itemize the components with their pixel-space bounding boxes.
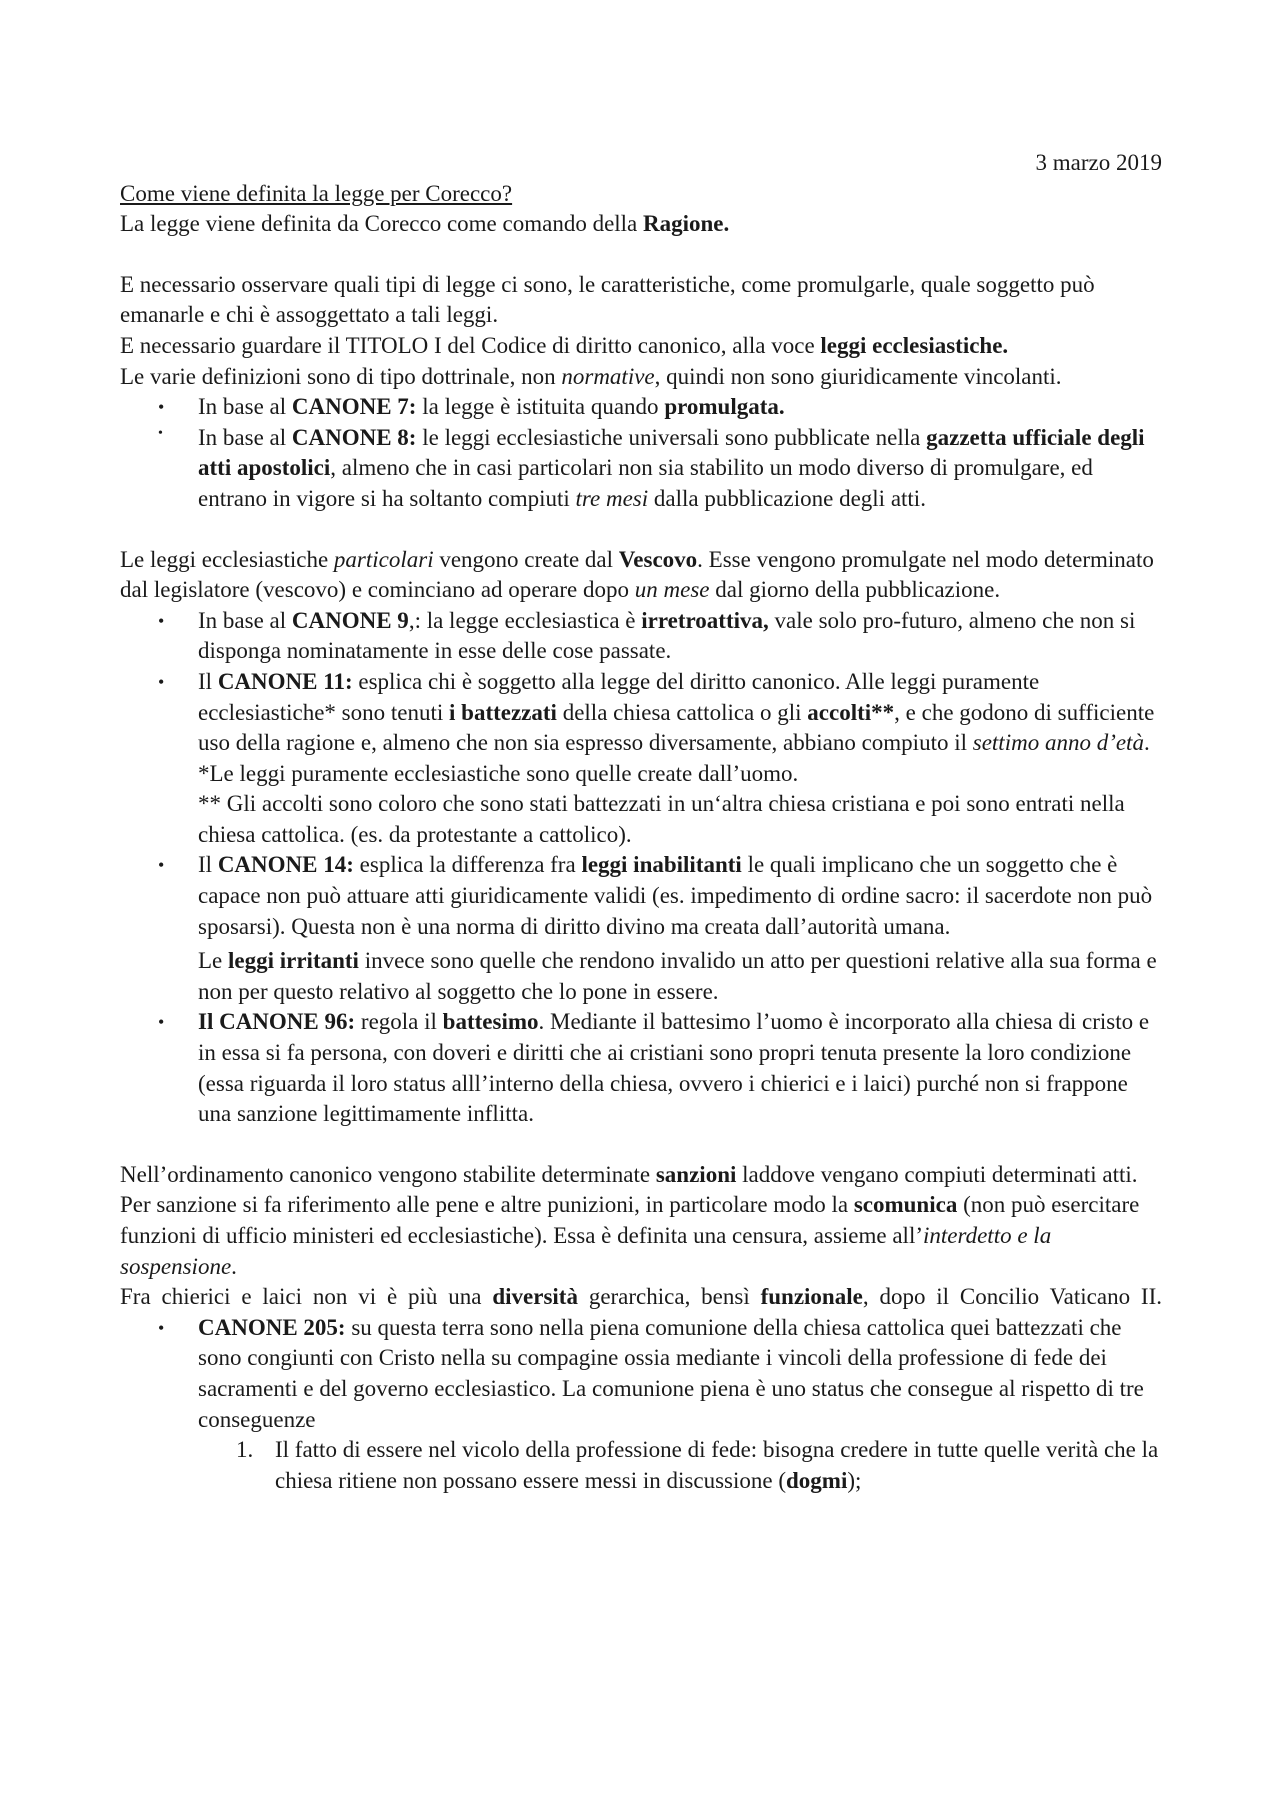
footnote-puramente: *Le leggi puramente ecclesiastiche sono quelle create dall’uomo. — [198, 760, 799, 786]
canon-list-2 — [120, 606, 1162, 1130]
paragraph-gap — [120, 1130, 1162, 1160]
paragraph-chierici-laici — [120, 1282, 1162, 1313]
canon-list-1 — [120, 392, 1162, 514]
list-item-canone-205: • CANONE 205: su questa terra sono nella piena comunione della chiesa cattolica quei battezzati che sono congiunti con Cristo nella su compagine ossia mediante i vincoli della professione di fede dei sacramenti e del governo ecclesiastico. La comunione piena è uno status che consegue al rispetto di tre conseguenze — [120, 1313, 1162, 1435]
list-item-canone-14: • Il CANONE 14: esplica la differenza fra leggi inabilitanti le quali implicano che un soggetto che è capace non può attuare atti giuridicamente validi (es. impedimento di ordine sacro: il sacerdote non può sposarsi). Questa non è una norma di diritto divino ma creata dall’autorità umana. Le leggi irritanti invece sono quelle che rendono invalido un atto per questioni relative alla sua forma e non per questo relativo al soggetto che lo pone in essere. — [120, 850, 1162, 1007]
numbered-list — [120, 1435, 1162, 1496]
list-item-canone-7: • In base al CANONE 7: la legge è istituita quando promulgata. — [120, 392, 1162, 423]
section-heading: Come viene definita la legge per Corecco? — [120, 180, 513, 206]
numbered-item-professione-fede: 1. Il fatto di essere nel vicolo della professione di fede: bisogna credere in tutte quelle verità che la chiesa ritiene non possano essere messi in discussione (dogmi); — [236, 1437, 1159, 1493]
paragraph-law-types: E necessario osservare quali tipi di legge ci sono, le caratteristiche, come promulgarle, quale soggetto può emanarle e chi è assoggettato a tali leggi. — [120, 271, 1095, 328]
list-item-canone-8: • In base al CANONE 8: le leggi ecclesiastiche universali sono pubblicate nella gazzetta ufficiale degli atti apostolici, almeno che in casi particolari non sia stabilito un modo diverso di promulgare, ed entrano in vigore si ha soltanto compiuti tre mesi dalla pubblicazione degli atti. — [120, 423, 1162, 515]
document-page — [120, 148, 1162, 1496]
paragraph-particular-laws: Le leggi ecclesiastiche particolari vengono create dal Vescovo. Esse vengono promulgate nel modo determinato dal legislatore (vescovo) e cominciano ad operare dopo un mese dal giorno della pubblicazione. — [120, 546, 1154, 603]
list-item-canone-96: • Il CANONE 96: regola il battesimo. Mediante il battesimo l’uomo è incorporato alla chiesa di cristo e in essa si fa persona, con doveri e diritti che ai cristiani sono propri tenuta presente la loro condizione (essa riguarda il loro status alll’interno della chiesa, ovvero i chierici e i laici) purché non si frappone una sanzione legittimamente inflitta. — [120, 1007, 1162, 1129]
paragraph-gap — [120, 515, 1162, 545]
list-item-canone-9: • In base al CANONE 9,: la legge ecclesiastica è irretroattiva, vale solo pro-futuro, almeno che non si disponga nominatamente in esse delle cose passate. — [120, 606, 1162, 667]
paragraph-titolo: E necessario guardare il TITOLO I del Codice di diritto canonico, alla voce leggi ecclesiastiche. — [120, 332, 1009, 358]
subparagraph-leggi-irritanti: Le leggi irritanti invece sono quelle che rendono invalido un atto per questioni relative alla sua forma e non per questo relativo al soggetto che lo pone in essere. — [198, 948, 1157, 1004]
canon-list-3 — [120, 1313, 1162, 1435]
chierici-laici-line: Fra chierici e laici non vi è più una diversità gerarchica, bensì funzionale, dopo il Concilio Vaticano II. — [120, 1284, 1162, 1310]
footnote-accolti: ** Gli accolti sono coloro che sono stati battezzati in un‘altra chiesa cristiana e poi sono entrati nella chiesa cattolica. (es. da protestante a cattolico). — [198, 791, 1125, 847]
paragraph-gap — [120, 240, 1162, 270]
paragraph-definitions: Le varie definizioni sono di tipo dottrinale, non normative, quindi non sono giuridicamente vincolanti. — [120, 363, 1062, 389]
list-item-canone-11: • Il CANONE 11: esplica chi è soggetto alla legge del diritto canonico. Alle leggi puramente ecclesiastiche* sono tenuti i battezzati della chiesa cattolica o gli accolti**, e che godono di sufficiente uso della ragione e, almeno che non sia espresso diversamente, abbiano compiuto il settimo anno d’età. *Le leggi puramente ecclesiastiche sono quelle create dall’uomo. ** Gli accolti sono coloro che sono stati battezzati in un‘altra chiesa cristiana e poi sono entrati nella chiesa cattolica. (es. da protestante a cattolico). — [120, 667, 1162, 851]
item-number: 1. — [236, 1437, 254, 1463]
document-date: 3 marzo 2019 — [1035, 150, 1162, 175]
paragraph-sanzioni: Nell’ordinamento canonico vengono stabilite determinate sanzioni laddove vengano compiuti determinati atti. Per sanzione si fa riferimento alle pene e altre punizioni, in particolare modo la scomunica (non può esercitare funzioni di ufficio ministeri ed ecclesiastiche). Essa è definita una censura, assieme all’interdetto e la sospensione. — [120, 1161, 1140, 1279]
intro-paragraph: La legge viene definita da Corecco come comando della Ragione. — [120, 211, 730, 237]
